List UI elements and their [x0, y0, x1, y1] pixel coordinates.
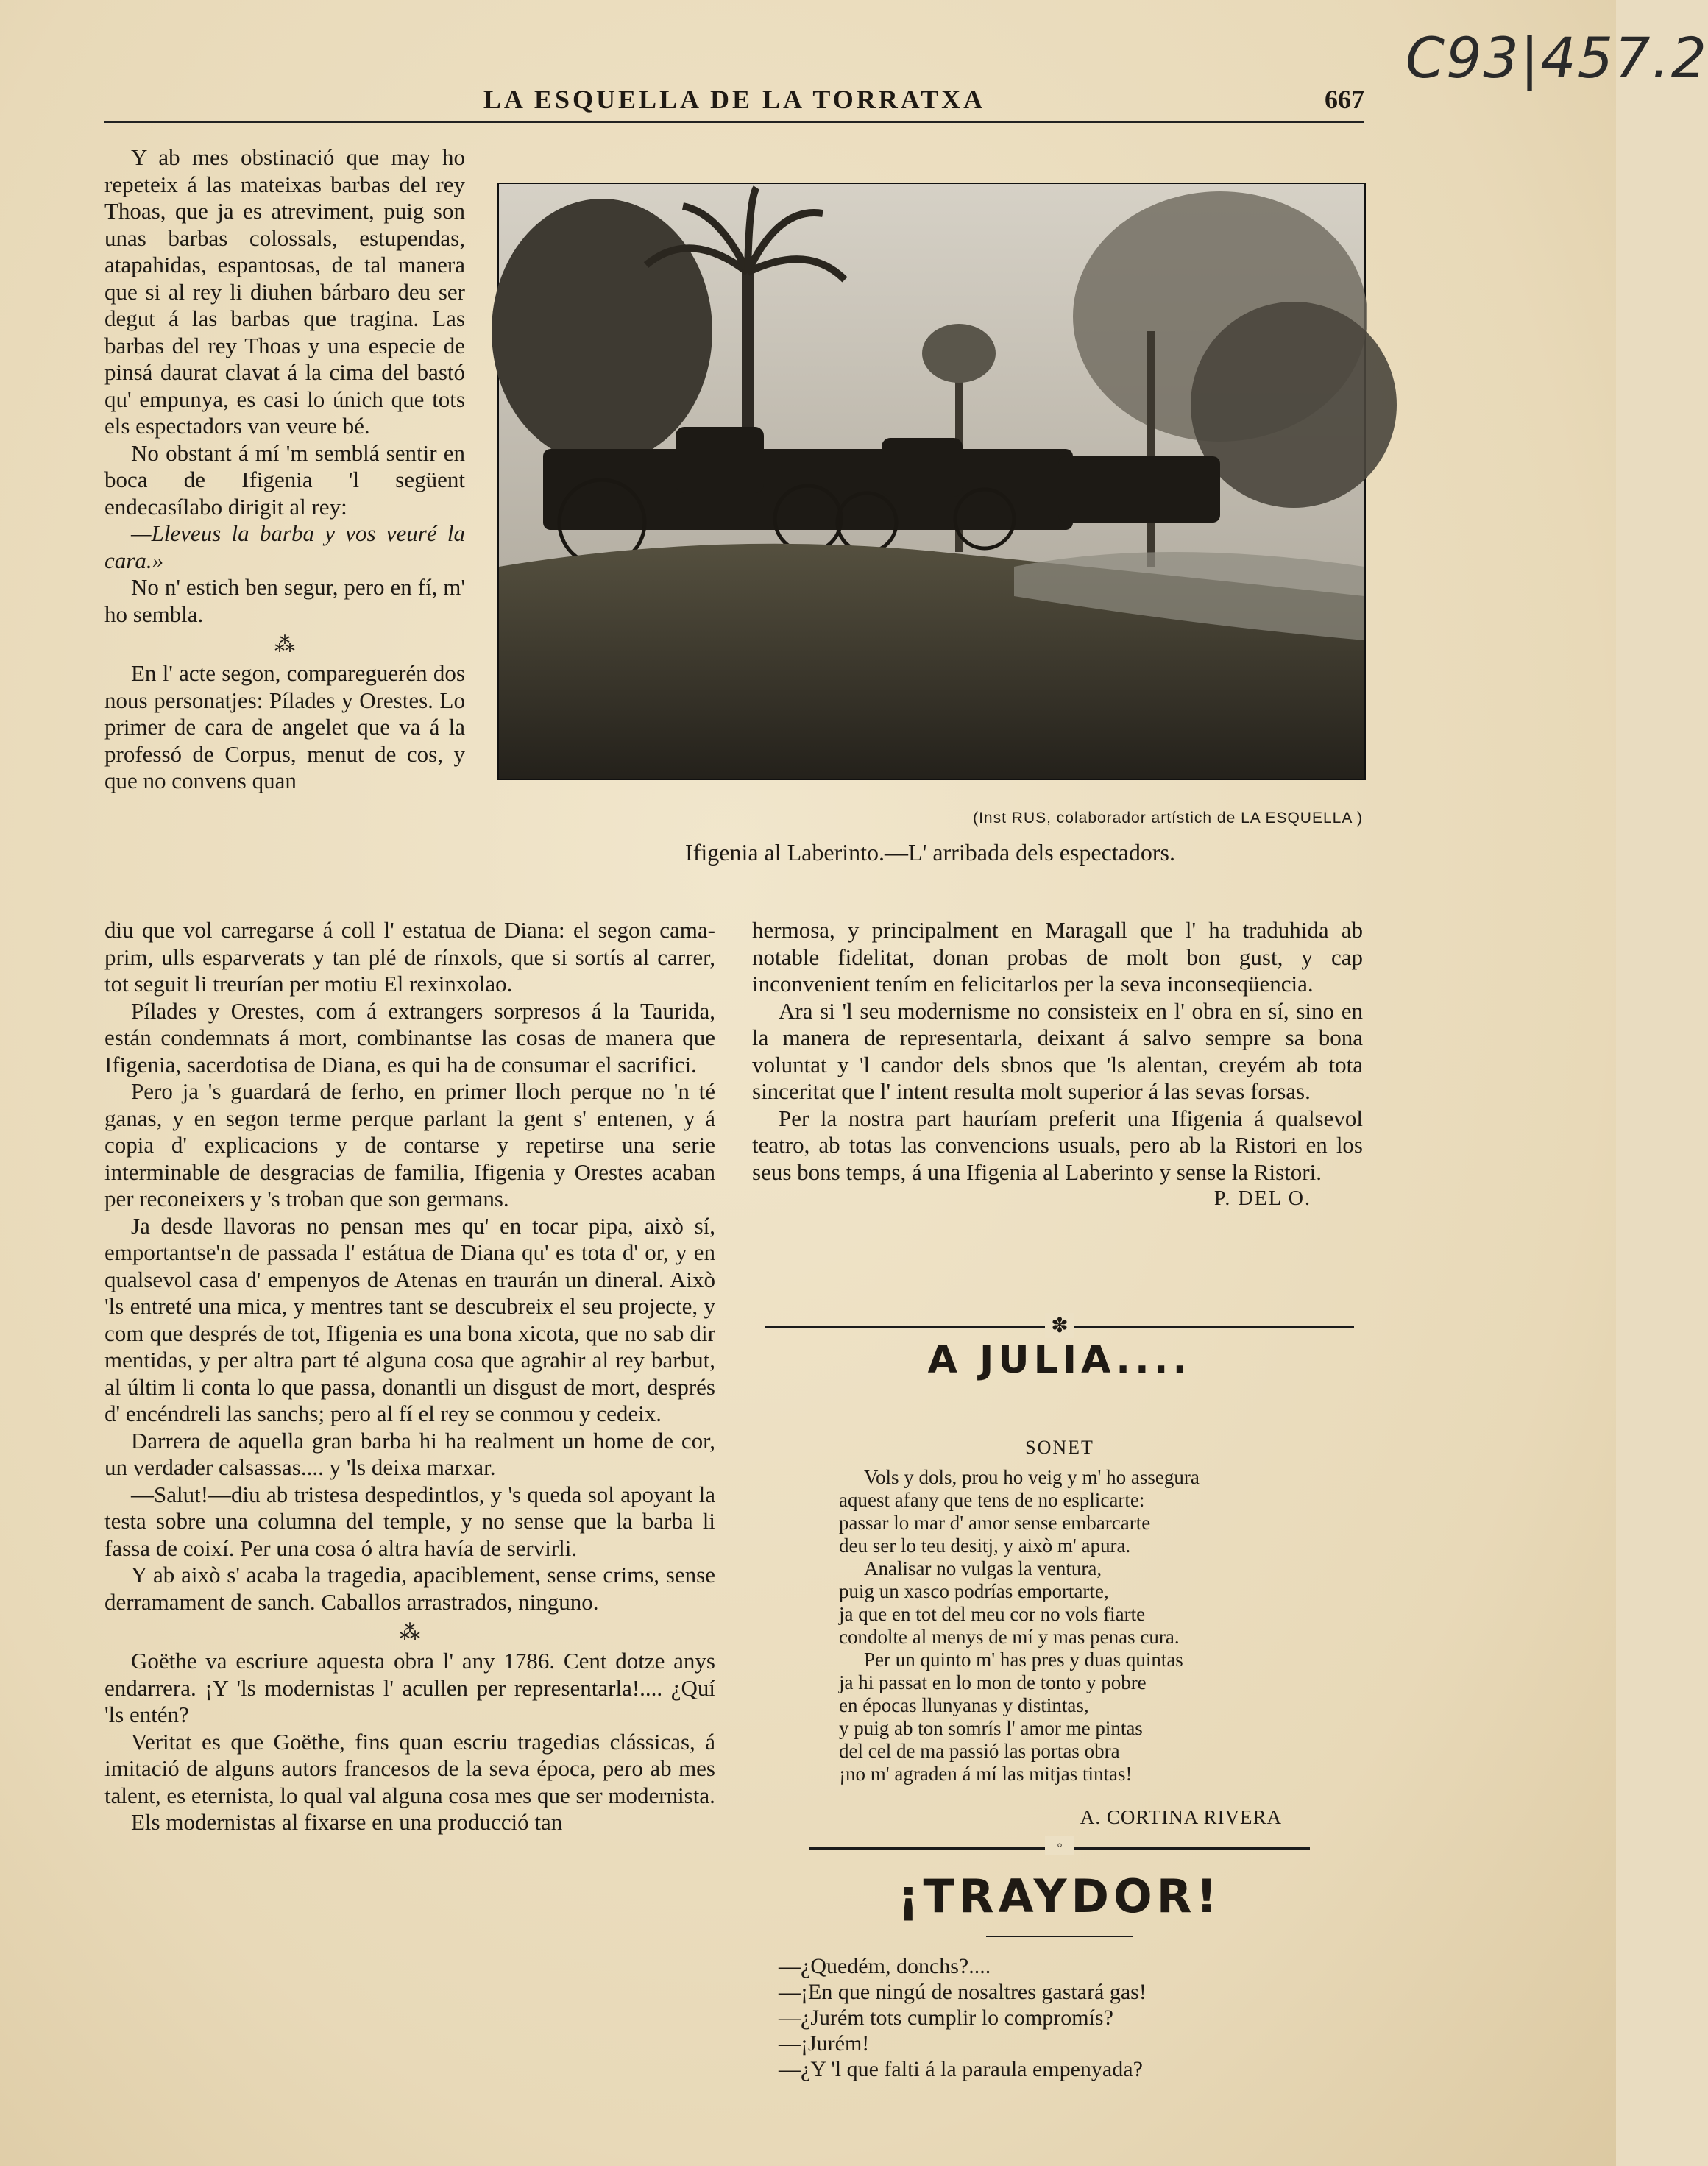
quote-verse: —Lleveus la barba y vos veuré la cara.» [104, 520, 465, 573]
poem-line: Vols y dols, prou ho veig y m' ho assegura [864, 1466, 1200, 1488]
poem-line: puig un xasco podrías emportarte, [839, 1580, 1109, 1602]
dialogue-line: —¿Quedém, donchs?.... [779, 1954, 991, 1978]
dialogue-line: —¡En que ningú de nosaltres gastará gas! [779, 1980, 1147, 2004]
paragraph: diu que vol carregarse á coll l' estatua de Diana: el segon cama-prim, ulls esparverats y tan plé de rínxols, que si sortís al carrer, tot seguit li treurían per motiu El rexinxolao. [104, 917, 715, 997]
column-top-left [104, 144, 465, 795]
dialogue-line: —¡Jurém! [779, 2031, 870, 2056]
paragraph: Per la nostra part hauríam preferit una Ifigenia á qualsevol teatro, ab totas las convencions usuals, pero ab la Ristori en los seus bons temps, á una Ifigenia al Laberinto y sense la Ristori. [752, 1105, 1363, 1185]
section-title-traydor: ¡TRAYDOR! [898, 1869, 1222, 1923]
dialogue [779, 1953, 1367, 2082]
photo-caption: Ifigenia al Laberinto.—L' arribada dels espectadors. [685, 839, 1175, 866]
poem-line: Analisar no vulgas la ventura, [864, 1557, 1102, 1579]
poem-line: aquest afany que tens de no esplicarte: [839, 1489, 1145, 1511]
poem-line: ¡no m' agraden á mí las mitjas tintas! [839, 1763, 1133, 1785]
poem-line: Per un quinto m' has pres y duas quintas [864, 1649, 1183, 1671]
section-stars: ⁂ [274, 634, 295, 656]
paragraph: Veritat es que Goëthe, fins quan escriu tragedias clássicas, á imitació de alguns autors francesos de la seva época, pero ab mes talent, es eternista, lo qual val alguna cosa mes que ser modernista. [104, 1728, 715, 1808]
page-header [104, 79, 1364, 123]
poem-line: en épocas llunyanas y distintas, [839, 1694, 1089, 1716]
photo-credit: (Inst RUS, colaborador artístich de LA ESQUELLA ) [973, 810, 1363, 827]
dialogue-line: —¿Y 'l que falti á la paraula empenyada? [779, 2057, 1143, 2081]
poem-subtitle: SONET [1025, 1437, 1094, 1458]
photograph-image [499, 184, 1364, 779]
poem-line: passar lo mar d' amor sense embarcarte [839, 1512, 1151, 1534]
paragraph: Y ab això s' acaba la tragedia, apaciblement, sense crims, sense derramament de sanch. Caballos arrastrados, ninguno. [104, 1562, 715, 1615]
section-stars: ⁂ [400, 1621, 420, 1644]
paragraph: Goëthe va escriure aquesta obra l' any 1786. Cent dotze anys endarrera. ¡Y 'ls modernistas l' acullen per representarla!.... ¿Quí 'ls entén? [104, 1648, 715, 1727]
poem-body [839, 1466, 1354, 1785]
paragraph: En l' acte segon, compareguerén dos nous personatjes: Pílades y Orestes. Lo primer de cara de angelet que va á la professó de Corpus, menut de cos, y que no convens quan [104, 660, 465, 793]
paragraph: Ara si 'l seu modernisme no consisteix en l' obra en sí, sino en la manera de representarla, deixant á salvo sempre sa bona voluntat y 'l candor dels sbnos que 'ls alentan, creyém ab tota sinceritat que l' intent resulta molt superior á las sevas forsas. [752, 997, 1363, 1104]
poem-line: y puig ab ton somrís l' amor me pintas [839, 1717, 1143, 1739]
photograph-labyrinth [497, 183, 1366, 780]
paragraph: No n' estich ben segur, pero en fí, m' ho sembla. [104, 574, 465, 627]
signature: P. DEL O. [1213, 1187, 1311, 1210]
poem-line: del cel de ma passió las portas obra [839, 1740, 1120, 1762]
paragraph: Pílades y Orestes, com á extrangers sorpresos á la Taurida, están condemnats á mort, combinantse las cosas de manera que Ifigenia, sacerdotisa de Diana, es qui ha de consumar el sacrifici. [104, 997, 715, 1077]
paragraph: hermosa, y principalment en Maragall que l' ha traduhida ab notable fidelitat, donan probas de molt bon gust, y cap inconvenient tením en felicitarlos per la seva inconseqüencia. [752, 917, 1363, 997]
poem-author: A. CORTINA RIVERA [1080, 1806, 1282, 1828]
column-left [104, 917, 715, 1836]
paragraph: Y ab mes obstinació que may ho repeteix á las mateixas barbas del rey Thoas, que ja es atreviment, puig son unas barbas colossals, estupendas, atapahidas, espantosas, de tal manera que si al rey li diuhen bárbaro deu ser degut á las barbas que tragina. Las barbas del rey Thoas y una especie de pinsá daurat clavat á la cima del bastó qu' empunya, es casi lo únich que tots els espectadors van veure bé. [104, 144, 465, 439]
paragraph: Ja desde llavoras no pensan mes qu' en tocar pipa, això sí, emportantse'n de passada l' estátua de Diana qu' es tota d' or, y en qualsevol casa d' empenyos de Atenas en traurán un dineral. Això 'ls entreté una mica, y mentres tant se descubreix el seu projecte, y com que després de tot, Ifigenia es una bona xicota, que no sab dir mentidas, y per altra part té alguna cosa que agrahir al rey barbut, al últim li conta lo que passa, donantli un disgust de mort, després d' encéndreli las sanchs; pero al fí el rey se conmou y cedeix. [104, 1212, 715, 1426]
poem-line: deu ser lo teu desitj, y això m' apura. [839, 1535, 1131, 1557]
dialogue-line: —¿Jurém tots cumplir lo compromís? [779, 2006, 1113, 2030]
poem-title: A JULIA.... [927, 1338, 1192, 1382]
column-right [752, 917, 1363, 1213]
newspaper-title: LA ESQUELLA DE LA TORRATXA [483, 85, 986, 114]
poem-line: ja que en tot del meu cor no vols fiarte [839, 1603, 1146, 1625]
paragraph: —Salut!—diu ab tristesa despedintlos, y 's queda sol apoyant la testa sobre una columna del temple, y no sense que la barba li fassa de coixí. Per una cosa ó altra havía de servirli. [104, 1481, 715, 1561]
poem-line: condolte al menys de mí y mas penas cura. [839, 1626, 1180, 1648]
poem-line: ja hi passat en lo mon de tonto y pobre [839, 1671, 1147, 1693]
paragraph: Darrera de aquella gran barba hi ha realment un home de cor, un verdader calsassas.... y 'ls deixa marxar. [104, 1427, 715, 1480]
page-number: 667 [1325, 85, 1364, 114]
paragraph: Els modernistas al fixarse en una producció tan [131, 1809, 563, 1835]
paragraph: No obstant á mí 'm semblá sentir en boca de Ifigenia 'l següent endecasílabo dirigit al rey: [104, 439, 465, 520]
ornament-icon: ✽ [1045, 1313, 1074, 1338]
divider-under-title [986, 1936, 1133, 1937]
ornament-icon: ◦ [1045, 1836, 1074, 1855]
handwritten-archive-mark: C93|457.2 [1406, 25, 1708, 91]
paragraph: Pero ja 's guardará de ferho, en primer lloch perque no 'n té ganas, y en segon terme perque parlant la gent s' entenen, y á copia d' explicacions y de contarse y repetirse una serie interminable de desgracias de familia, Ifigenia y Orestes acaban per reconeixers y 's troban que son germans. [104, 1078, 715, 1211]
